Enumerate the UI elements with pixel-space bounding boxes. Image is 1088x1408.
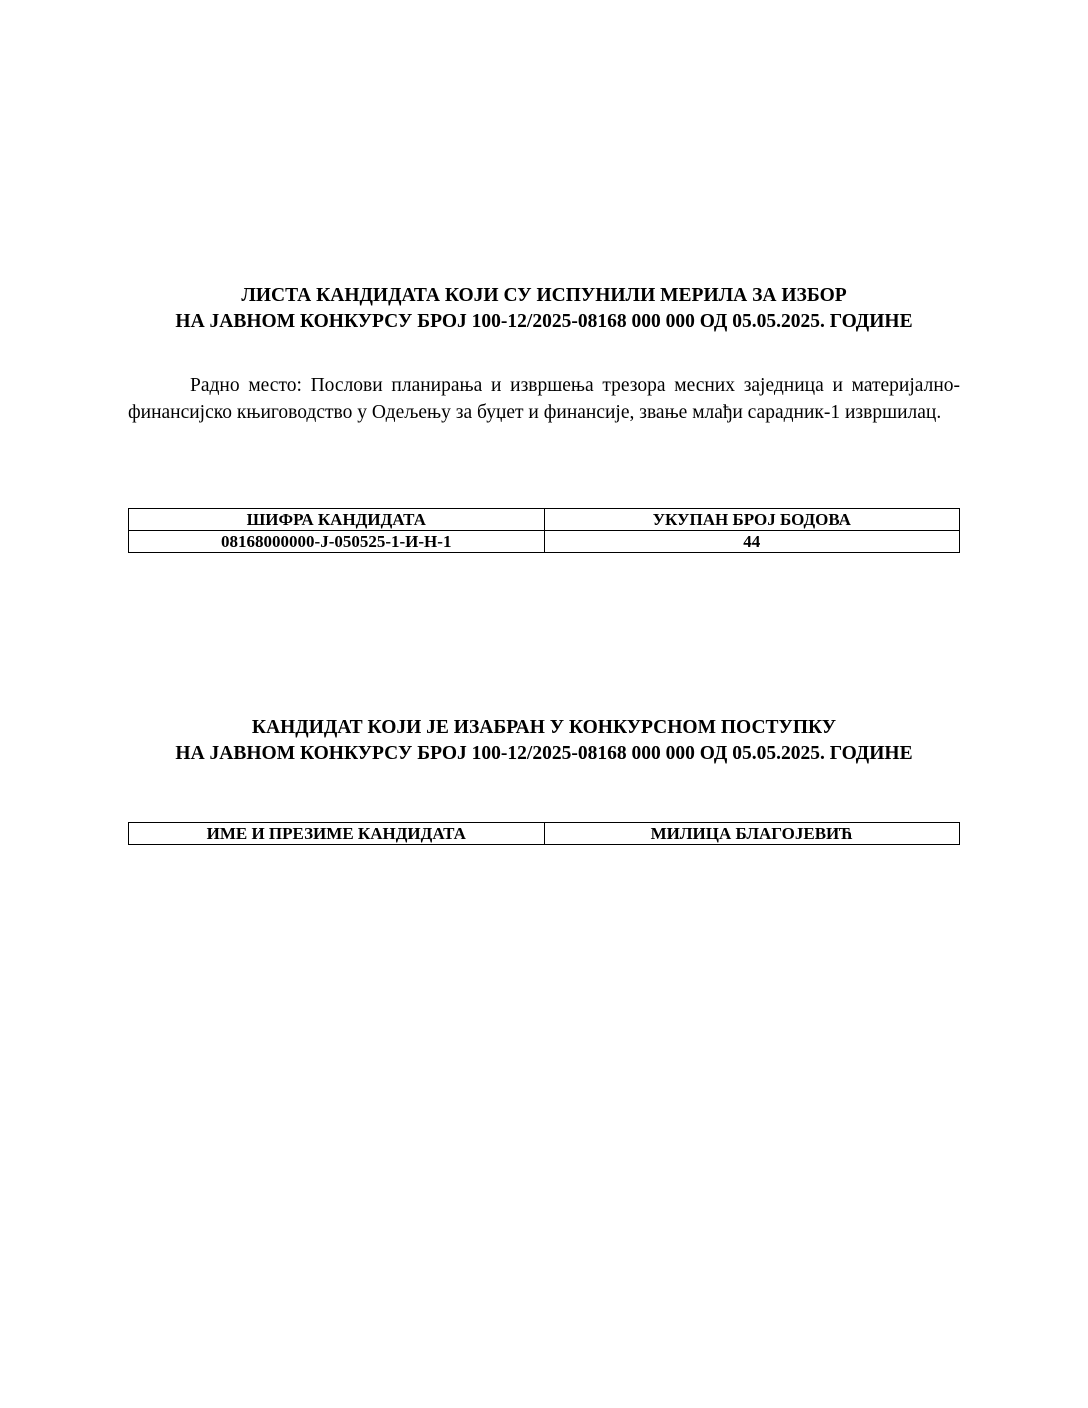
total-points-cell: 44 [544, 531, 960, 553]
heading-line-2: НА ЈАВНОМ КОНКУРСУ БРОЈ 100-12/2025-08168 000 000 ОД 05.05.2025. ГОДИНЕ [175, 311, 913, 332]
selected-candidate-heading [128, 715, 960, 767]
table-header-row [129, 509, 960, 531]
candidate-name-value-cell: МИЛИЦА БЛАГОЈЕВИЋ [544, 823, 960, 845]
selected-candidate-table [128, 822, 960, 845]
heading-line-1: ЛИСТА КАНДИДАТА КОЈИ СУ ИСПУНИЛИ МЕРИЛА ЗА ИЗБОР [241, 285, 847, 306]
column-header-total-points: УКУПАН БРОЈ БОДОВА [544, 509, 960, 531]
candidates-list-heading [128, 283, 960, 335]
heading-line-1: КАНДИДАТ КОЈИ ЈЕ ИЗАБРАН У КОНКУРСНОМ ПОСТУПКУ [251, 717, 837, 738]
heading-line-2: НА ЈАВНОМ КОНКУРСУ БРОЈ 100-12/2025-08168 000 000 ОД 05.05.2025. ГОДИНЕ [175, 743, 913, 764]
candidate-code-cell: 08168000000-Ј-050525-1-И-Н-1 [129, 531, 545, 553]
candidates-score-table [128, 508, 960, 553]
table-row [129, 531, 960, 553]
candidate-name-label-cell: ИМЕ И ПРЕЗИМЕ КАНДИДАТА [129, 823, 545, 845]
column-header-candidate-code: ШИФРА КАНДИДАТА [129, 509, 545, 531]
table-row [129, 823, 960, 845]
job-position-paragraph: Радно место: Послови планирања и извршења трезора месних заједница и материјално-финансијско књиговодство у Одељењу за буџет и финансије, звање млађи сарадник-1 извршилац. [128, 375, 960, 423]
